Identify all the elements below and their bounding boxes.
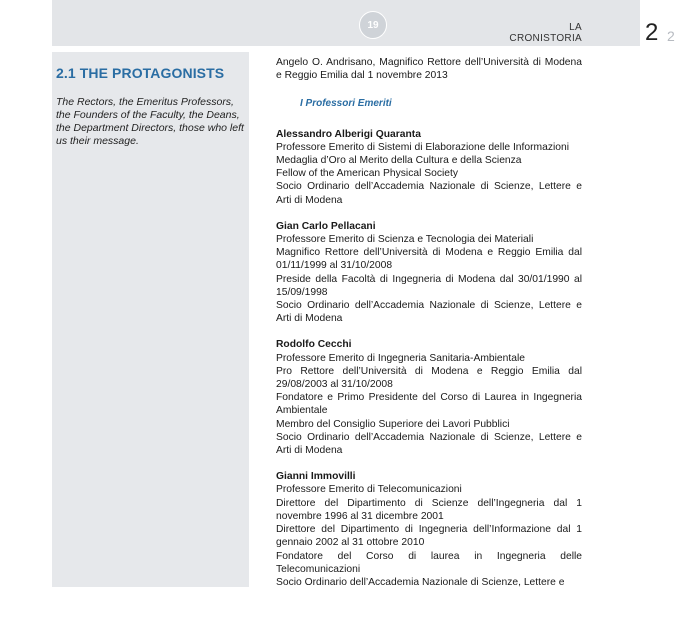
person-entry bbox=[276, 128, 582, 207]
person-line: Socio Ordinario dell’Accademia Nazionale di Scienze, Lettere e Arti di Modena bbox=[276, 431, 582, 457]
page-number-badge: 19 bbox=[359, 11, 387, 39]
main-text bbox=[276, 56, 582, 602]
intro-paragraph: Angelo O. Andrisano, Magnifico Rettore dell’Università di Modena e Reggio Emilia dal 1 novembre 2013 bbox=[276, 57, 582, 82]
person-line: Pro Rettore dell’Università di Modena e Reggio Emilia dal 29/08/2003 al 31/10/2008 bbox=[276, 365, 582, 391]
chapter-label-la: LA bbox=[569, 22, 582, 33]
person-line: Professore Emerito di Telecomunicazioni bbox=[276, 484, 462, 496]
person-name: Gianni Immovilli bbox=[276, 471, 356, 483]
section-description: The Rectors, the Emeritus Professors, the Founders of the Faculty, the Deans, the Department Directors, those who left us their message. bbox=[56, 96, 244, 147]
person-line: Membro del Consiglio Superiore dei Lavori Pubblici bbox=[276, 418, 510, 430]
section-title: 2.1 THE PROTAGONISTS bbox=[56, 65, 225, 81]
person-name: Alessandro Alberigi Quaranta bbox=[276, 128, 421, 140]
person-line: Professore Emerito di Ingegneria Sanitaria-Ambientale bbox=[276, 352, 525, 364]
person-line: Professore Emerito di Scienza e Tecnologia dei Materiali bbox=[276, 234, 534, 246]
person-line: Professore Emerito di Sistemi di Elaborazione delle Informazioni bbox=[276, 141, 570, 153]
section-number: 2 bbox=[667, 28, 675, 44]
subheading-emeriti: I Professori Emeriti bbox=[300, 98, 392, 110]
header-bar bbox=[52, 0, 675, 46]
chapter-number: 2 bbox=[645, 19, 659, 46]
person-line: Preside della Facoltà di Ingegneria di Modena dal 30/01/1990 al 15/09/1998 bbox=[276, 273, 582, 298]
person-name: Rodolfo Cecchi bbox=[276, 339, 352, 351]
person-entry bbox=[276, 470, 582, 589]
person-line: Direttore del Dipartimento di Scienze dell’Ingegneria dal 1 novembre 1996 al 31 dicembre 2001 bbox=[276, 497, 582, 522]
person-line: Magnifico Rettore dell’Università di Modena e Reggio Emilia dal 01/11/1999 al 31/10/2008 bbox=[276, 247, 582, 272]
person-name: Gian Carlo Pellacani bbox=[276, 220, 376, 232]
person-line: Fellow of the American Physical Society bbox=[276, 168, 458, 180]
sidebar-panel bbox=[52, 52, 249, 587]
person-line: Socio Ordinario dell’Accademia Nazionale di Scienze, Lettere e Arti di Modena bbox=[276, 300, 582, 325]
person-line: Medaglia d’Oro al Merito della Cultura e della Scienza bbox=[276, 155, 522, 167]
person-line: Fondatore del Corso di laurea in Ingegneria delle Telecomunicazioni bbox=[276, 550, 582, 575]
person-line: Socio Ordinario dell’Accademia Nazionale di Scienze, Lettere e Arti di Modena bbox=[276, 181, 582, 206]
chapter-label-cronistoria: CRONISTORIA bbox=[509, 33, 582, 44]
person-entry bbox=[276, 220, 582, 326]
person-line: Socio Ordinario dell’Accademia Nazionale di Scienze, Lettere e bbox=[276, 576, 565, 588]
person-line: Fondatore e Primo Presidente del Corso di Laurea in Ingegneria Ambientale bbox=[276, 392, 582, 417]
person-line: Direttore del Dipartimento di Ingegneria dell’Informazione dal 1 gennaio 2002 al 31 ottobre 2010 bbox=[276, 524, 582, 549]
person-entry bbox=[276, 338, 582, 457]
